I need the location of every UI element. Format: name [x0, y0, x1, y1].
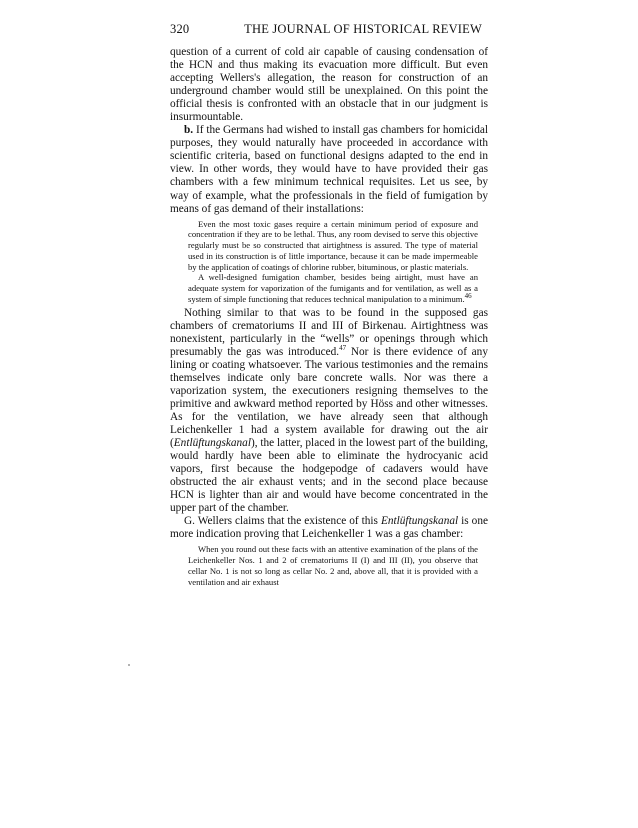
paragraph-text: G. Wellers claims that the existence of this: [184, 515, 381, 528]
page-number: 320: [170, 22, 190, 36]
paragraph-text: is one more indication proving that Leichenkeller 1 was a gas chamber:: [170, 515, 488, 541]
italic-term: Entlüftungskanal: [173, 437, 251, 450]
block-quote-text: A well-designed fumigation chamber, besides being airtight, must have an adequate system for vaporization of the fumigants and for ventilation, as well as a system of simple functioning that reduces technical manipulation to a minimum.: [188, 272, 478, 304]
block-quote-paragraph: Even the most toxic gases require a certain minimum period of exposure and concentration if they are to be lethal. Thus, any room devised to serve this objective regularly must be so constructed that airtightness is assured. The type of material used in its construction is of little importance, because it can be made impermeable by the application of coatings of chlorine rubber, bituminous, or plastic materials.: [188, 218, 478, 272]
paragraph-b-label: b.: [184, 124, 194, 137]
footnote-ref: 47: [339, 343, 347, 352]
journal-title: THE JOURNAL OF HISTORICAL REVIEW: [244, 22, 482, 36]
scan-speck: [128, 664, 130, 666]
block-quote-paragraph: [188, 272, 478, 304]
italic-term: Entlüftungskanal: [380, 515, 459, 528]
paragraph-text: ), the latter, placed in the lowest part of the building, would hardly have been able to eliminate the hydrocyanic acid vapors, first because the hodgepodge of cadavers would have obstructed the air exhaust vents; and in the second place because HCN is lighter than air and would have become concentrated in the upper part of the chamber.: [170, 437, 488, 515]
paragraph-wellers: [170, 515, 488, 541]
running-header: [170, 22, 482, 37]
paragraph-text: Nor is there evidence of any lining or coating whatsoever. The various testimonies and the remains themselves indicate only bare concrete walls. Nor was there a vaporization system, the executioners resigning themselves to the primitive and awkward method reported by Höss and other witnesses. As for the ventilation, we have already seen that although Leichenkeller 1 had a system available for drawing out the air (: [170, 345, 488, 450]
paragraph-birkenau: [170, 307, 488, 516]
paragraph-b-text: If the Germans had wished to install gas chambers for homicidal purposes, they would naturally have proceeded in accordance with scientific criteria, based on functional designs adapted to the end in view. In other words, they would have to have provided their gas chambers with a few minimum technical requisites. Let us see, by way of example, what the professionals in the field of fumigation by means of gas demand of their installations:: [170, 124, 488, 215]
block-quote-wellers: [170, 544, 488, 587]
paragraph-text: Nothing similar to that was to be found in the supposed gas chambers of crematoriums II and III of Birkenau. Airtightness was nonexistent, particularly in the “wells” or openings through which presumably the gas was introduced.: [170, 306, 488, 358]
block-quote-paragraph: When you round out these facts with an attentive examination of the plans of the Leichenkeller Nos. 1 and 2 of crematoriums II (I) and III (II), you observe that cellar No. 1 is not so long as cellar No. 2 and, above all, that it is provided with a ventilation and air exhaust: [188, 544, 478, 587]
paragraph-continuation: question of a current of cold air capable of causing condensation of the HCN and thus making its evacuation more difficult. But even accepting Wellers's allegation, the reason for construction of an underground chamber would still be unexplained. On this point the official thesis is confronted with an obstacle that in our judgment is insurmountable.: [170, 46, 488, 124]
paragraph-b: [170, 124, 488, 215]
footnote-ref: 46: [464, 292, 472, 300]
article-body: [170, 46, 488, 589]
block-quote-fumigation: [170, 219, 488, 305]
